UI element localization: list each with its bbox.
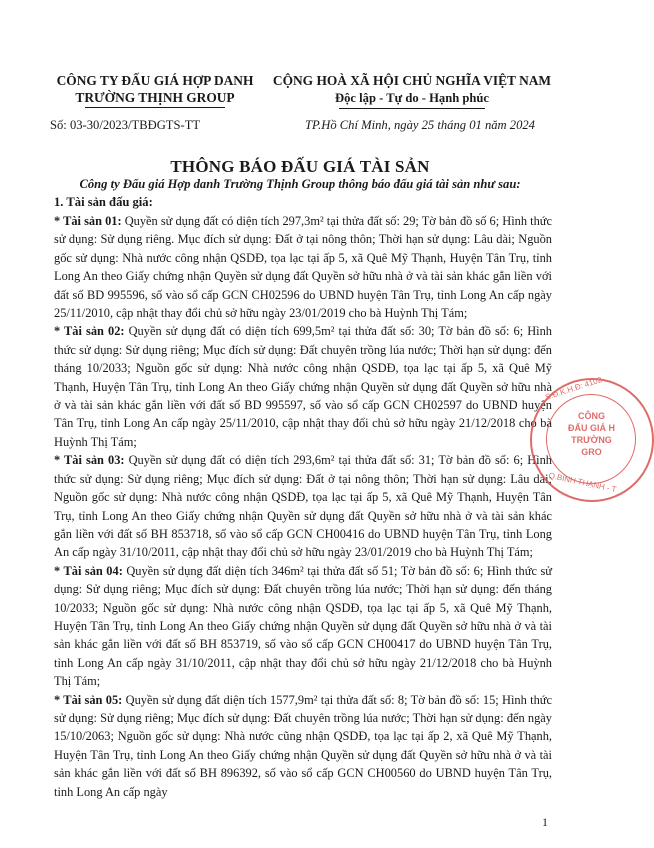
document-title: THÔNG BÁO ĐẤU GIÁ TÀI SẢN: [170, 157, 430, 176]
stamp-line: TRƯỜNG: [571, 435, 612, 445]
section-heading: 1. Tài sản đấu giá:: [54, 195, 153, 209]
asset-label: * Tài sản 05:: [54, 692, 123, 707]
asset-description: Quyền sử dụng đất có diện tích 293,6m² tại thửa đất số: 31; Tờ bản đồ số: 6; Hình thức sử dụng: Sử dụng riêng; Mục đích sử dụng: Đất ở tại nông thôn; Thời hạn sử dụng: Lâu dài; Nguồn gốc sử dụng: Nhà nước công nhận QSDĐ, tọa lạc tại ấp 5, xã Quê Mỹ Thạnh, Huyện Tân Trụ, tỉnh Long An theo Giấy chứng nhận Quyền sử dụng đất Quyền sở hữu nhà ở và tài sản khác gắn liền với đất số BH 853718, số vào sổ cấp GCN CH00416 do UBND huyện Tân Trụ, tỉnh Long An cấp ngày 31/10/2011, cập nhật thay đổi chủ sở hữu ngày 23/01/2019 cho bà Huỳnh Thị Tám;: [54, 453, 552, 560]
asset-description: Quyền sử dụng đất có diện tích 297,3m² tại thửa đất số: 29; Tờ bản đồ số 6; Hình thức sử dụng: Sử dụng riêng. Mục đích sử dụng: Đất ở tại nông thôn; Thời hạn sử dụng: Lâu dài; Nguồn gốc sử dụng: Nhà nước công nhận QSDĐ, tọa lạc tại ấp 5, xã Quê Mỹ Thạnh, Huyện Tân Trụ, tỉnh Long An theo Giấy chứng nhận Quyền sử dụng đất Quyền sở hữu nhà ở và tài sản khác gắn liền với đất số BD 995596, số vào sổ cấp GCN CH02596 do UBND huyện Tân Trụ, tỉnh Long An cấp ngày 25/11/2010, cập nhật thay đổi chủ sở hữu ngày 23/01/2019 cho bà Huỳnh Thị Tám;: [54, 214, 553, 321]
page-number: 1: [542, 815, 548, 829]
asset-paragraph: [54, 212, 552, 322]
stamp-center-text: [568, 410, 615, 458]
stamp-registration-text: S.Đ.K.H.Đ: 4102: [544, 375, 604, 402]
asset-paragraph: [54, 451, 552, 561]
national-motto: Độc lập - Tự do - Hạnh phúc: [335, 91, 489, 105]
asset-label: * Tài sản 04:: [54, 563, 123, 578]
stamp-line: CÔNG: [578, 411, 605, 421]
asset-label: * Tài sản 01:: [54, 214, 122, 228]
company-seal-stamp: [530, 375, 654, 502]
asset-description: Quyền sử dụng đất diện tích 1577,9m² tại thửa đất số: 8; Tờ bản đồ số: 15; Hình thức sử dụng: Sử dụng riêng; Mục đích sử dụng: Đất chuyên trồng lúa nước; Thời hạn sử dụng: đến ngày 15/10/2063; Nguồn gốc sử dụng: Nhà nước cũng nhận QSDĐ, tọa lạc tại ấp 2, xã Quê Mỹ Thạnh, Huyện Tân Trụ, tỉnh Long An theo Giấy chứng nhận Quyền sử dụng đất Quyền sở hữu nhà ở và tài sản khác gắn liền với đất số BH 896392, số vào sổ cấp GCN CH00560 do UBND huyện Tân Trụ, tỉnh Long An cấp ngày: [54, 692, 552, 799]
document-date: TP.Hồ Chí Minh, ngày 25 tháng 01 năm 2024: [305, 118, 535, 132]
stamp-location-text: Q.BÌNH THẠNH - T: [547, 470, 618, 495]
asset-description: Quyền sử dụng đất diện tích 346m² tại thửa đất số 51; Tờ bản đồ số: 6; Hình thức sử dụng: Sử dụng riêng; Mục đích sử dụng: Đất chuyên trồng lúa nước; Thời hạn sử dụng: đến tháng 10/2033; Nguồn gốc sử dụng: Nhà nước công nhận QSDĐ, tọa lạc tại ấp 5, xã Quê Mỹ Thạnh, Huyện Tân Trụ, tỉnh Long An theo Giấy chứng nhận Quyền sử dụng đất Quyền sở hữu nhà ở và tài sản khác gắn liền với đất số BH 853719, số vào sổ cấp GCN CH00417 do UBND huyện Tân Trụ, tỉnh Long An cấp ngày 31/10/2011, cập nhật thay đổi chủ sở hữu ngày 21/12/2018 cho bà Huỳnh Thị Tám;: [54, 563, 553, 689]
document-number: Số: 03-30/2023/TBĐGTS-TT: [50, 118, 201, 132]
asset-list: [54, 212, 552, 801]
asset-description: Quyền sử dụng đất có diện tích 699,5m² tại thửa đất số: 30; Tờ bản đồ số: 6; Hình thức sử dụng: Sử dụng riêng; Mục đích sử dụng: Đất chuyên trồng lúa nước; Thời hạn sử dụng: đến tháng 10/2033; Nguồn gốc sử dụng: Nhà nước công nhận QSDĐ, tọa lạc tại ấp 5, xã Quê Mỹ Thạnh, Huyện Tân Trụ, tỉnh Long An theo Giấy chứng nhận Quyền sử dụng đất Quyền sở hữu nhà ở và tài sản khác gắn liền với đất số BD 995597, số vào sổ cấp GCN CH02597 do UBND huyện Tân Trụ, tỉnh Long An cấp ngày 25/11/2010, cập nhật thay đổi chủ sở hữu ngày 21/12/2018 cho bà Huỳnh Thị Tám;: [54, 324, 552, 449]
national-title: CỘNG HOÀ XÃ HỘI CHỦ NGHĨA VIỆT NAM: [272, 73, 552, 88]
document-subtitle: Công ty Đấu giá Hợp danh Trường Thịnh Group thông báo đấu giá tài sản như sau:: [79, 177, 521, 191]
asset-label: * Tài sản 02:: [54, 324, 125, 339]
national-header: [262, 72, 562, 107]
stamp-line: ĐẤU GIÁ H: [568, 423, 615, 433]
organization-name-line1: CÔNG TY ĐẤU GIÁ HỢP DANH: [56, 73, 254, 88]
asset-paragraph: [54, 691, 552, 801]
organization-header: [40, 72, 270, 107]
asset-paragraph: [54, 322, 552, 451]
organization-name-line2: TRƯỜNG THỊNH GROUP: [75, 90, 235, 105]
stamp-line: GRO: [581, 447, 602, 457]
asset-paragraph: [54, 562, 552, 691]
asset-label: * Tài sản 03:: [54, 453, 125, 468]
